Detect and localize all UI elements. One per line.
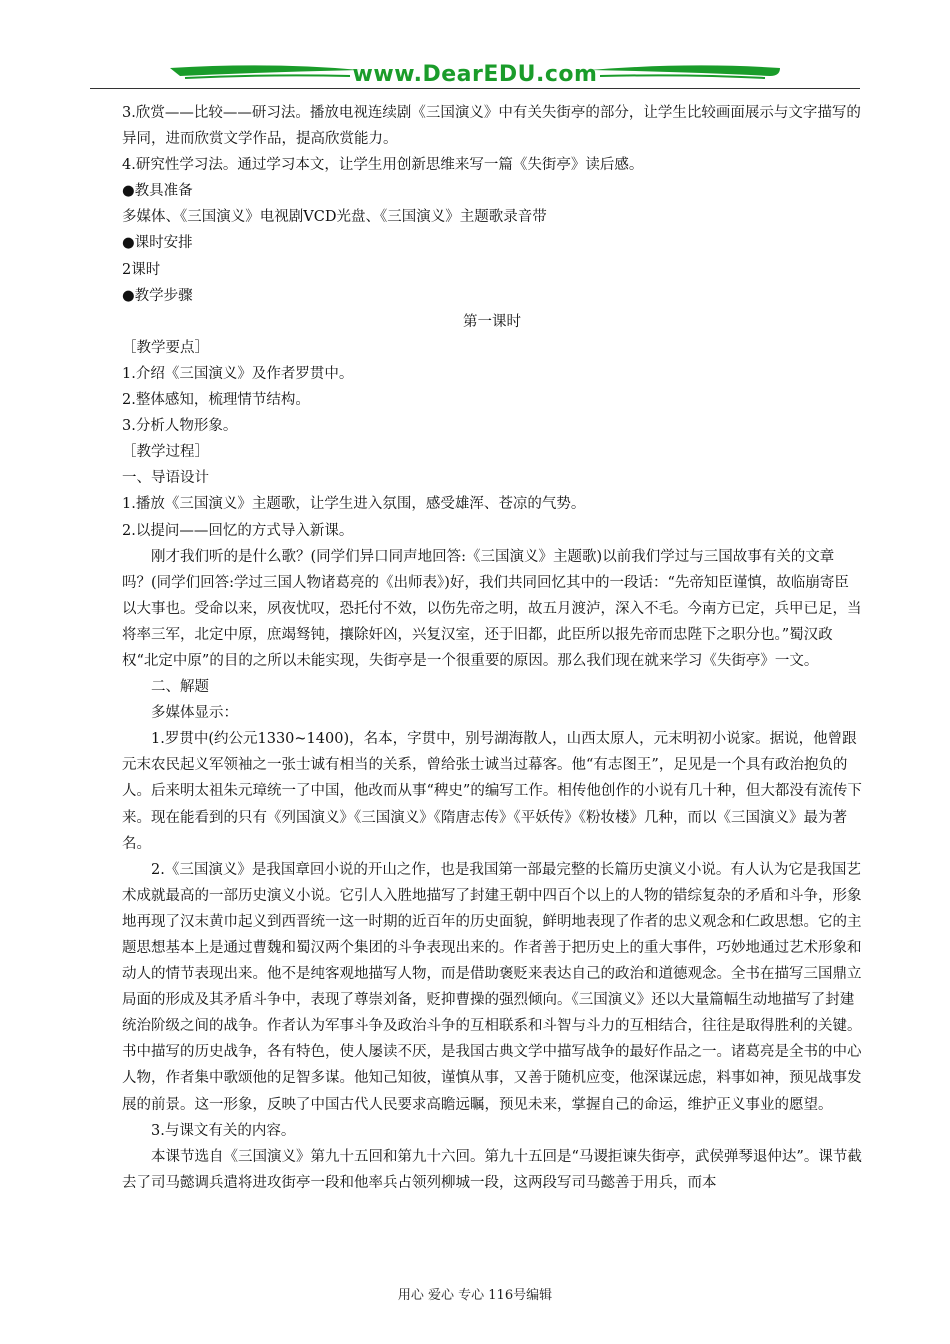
paragraph: ●教具准备 — [122, 183, 193, 200]
paragraph: 本课节选自《三国演义》第九十五回和第九十六回。第九十五回是“马谡拒谏失街亭，武侯弹琴退仲达”。课节截去了司马懿调兵遣将进攻街亭一段和他率兵占领列柳城一段，这两段写司马懿善于用兵，而本 — [122, 1148, 862, 1191]
paragraph: 多媒体、《三国演义》电视剧VCD光盘、《三国演义》主题歌录音带 — [122, 209, 547, 226]
paragraph: 一、导语设计 — [122, 470, 209, 487]
header-rule — [90, 88, 860, 89]
paragraph: 2.《三国演义》是我国章回小说的开山之作，也是我国第一部最完整的长篇历史演义小说。有人认为它是我国艺术成就最高的一部历史演义小说。它引人入胜地描写了封建王朝中四百个以上的人物的错综复杂的矛盾和斗争，形象地再现了汉末黄巾起义到西晋统一这一时期的近百年的历史面貌，鲜明地表现了作者的忠义观念和仁政思想。它的主题思想基本上是通过曹魏和蜀汉两个集团的斗争表现出来的。作者善于把历史上的重大事件，巧妙地通过艺术形象和动人的情节表现出来。他不是纯客观地描写人物，而是借助褒贬来表达自己的政治和道德观念。全书在描写三国鼎立局面的形成及其矛盾斗争中，表现了尊崇刘备，贬抑曹操的强烈倾向。《三国演义》还以大量篇幅生动地描写了封建统治阶级之间的战争。作者认为军事斗争及政治斗争的互相联系和斗智与斗力的互相结合，往往是取得胜利的关键。书中描写的历史战争，各有特色，使人屡读不厌，是我国古典文学中描写战争的最好作品之一。诸葛亮是全书的中心人物，作者集中歌颂他的足智多谋。他知己知彼，谨慎从事，又善于随机应变，他深谋远虑，料事如神，预见战事发展的前景。这一形象，反映了中国古代人民要求高瞻远瞩，预见未来，掌握自己的命运，维护正义事业的愿望。 — [122, 861, 862, 1113]
paragraph: 1.介绍《三国演义》及作者罗贯中。 — [122, 365, 354, 382]
paragraph: 3.与课文有关的内容。 — [151, 1122, 296, 1139]
paragraph: 多媒体显示： — [151, 705, 238, 722]
paragraph: 4.研究性学习法。通过学习本文，让学生用创新思维来写一篇《失街亭》读后感。 — [122, 157, 644, 174]
paragraph: ●课时安排 — [122, 235, 193, 252]
paragraph: ［教学过程］ — [122, 444, 209, 461]
page-footer: 用心 爱心 专心 116号编辑 — [397, 1288, 553, 1303]
paragraph: ●教学步骤 — [122, 287, 193, 304]
paragraph: 2课时 — [122, 261, 161, 278]
paragraph: 2.以提问——回忆的方式导入新课。 — [122, 522, 354, 539]
paragraph: 3.分析人物形象。 — [122, 418, 238, 435]
paragraph: 1.播放《三国演义》主题歌，让学生进入氛围，感受雄浑、苍凉的气势。 — [122, 496, 586, 513]
paragraph: 二、解题 — [151, 679, 209, 696]
paragraph: 3.欣赏——比较——研习法。播放电视连续剧《三国演义》中有关失街亭的部分，让学生比较画面展示与文字描写的异同，进而欣赏文学作品，提高欣赏能力。 — [122, 105, 861, 148]
paragraph: ［教学要点］ — [122, 339, 209, 356]
document-body — [122, 100, 862, 1196]
site-logo[interactable]: www.DearEDU.com — [352, 62, 598, 87]
paragraph: 1.罗贯中(约公元1330~1400)，名本，字贯中，别号湖海散人，山西太原人，元末明初小说家。据说，他曾跟元末农民起义军领袖之一张士诚有相当的关系，曾给张士诚当过幕客。他“有志图王”，足见是一个具有政治抱负的人。后来明太祖朱元璋统一了中国，他改而从事“稗史”的编写工作。相传他创作的小说有几十种，但大都没有流传下来。现在能看到的只有《列国演义》《三国演义》《隋唐志传》《平妖传》《粉妆楼》几种，而以《三国演义》最为著名。 — [122, 731, 862, 852]
paragraph: 2.整体感知，梳理情节结构。 — [122, 392, 310, 409]
paragraph: 第一课时 — [463, 313, 521, 330]
paragraph: 刚才我们听的是什么歌？(同学们异口同声地回答:《三国演义》主题歌)以前我们学过与三国故事有关的文章吗？(同学们回答:学过三国人物诸葛亮的《出师表》)好，我们共同回忆其中的一段话：“先帝知臣谨慎，故临崩寄臣以大事也。受命以来，夙夜忧叹，恐托付不效，以伤先帝之明，故五月渡泸，深入不毛。今南方已定，兵甲已足，当将率三军，北定中原，庶竭驽钝，攘除奸凶，兴复汉室，还于旧都，此臣所以报先帝而忠陛下之职分也。”蜀汉政权“北定中原”的目的之所以未能实现，失街亭是一个很重要的原因。那么我们现在就来学习《失街亭》一文。 — [122, 548, 862, 669]
